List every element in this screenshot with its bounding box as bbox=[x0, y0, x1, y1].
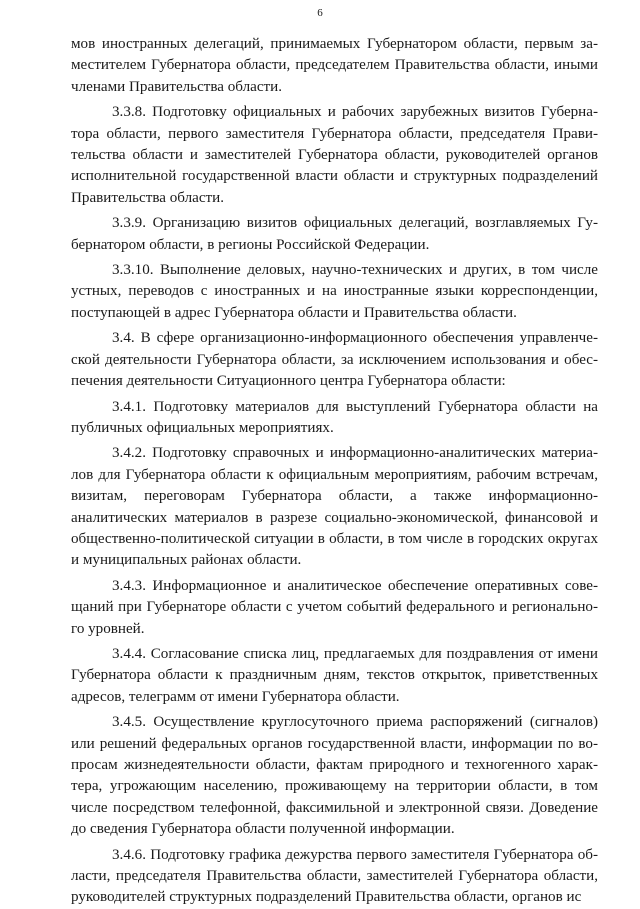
paragraph-3-3-8: 3.3.8. Подготовку официальных и рабочих зарубежных визитов Губернатора области, первого заместителя Губернатора области, председателя Правительства области и заместителей Губернатора области, руководителей органов исполнительной государственной власти области и структурных подразделений Правительства области. bbox=[71, 104, 598, 206]
paragraph-3-4-1: 3.4.1. Подготовку материалов для выступлений Губернатора области на публичных официальных мероприятиях. bbox=[71, 398, 598, 436]
document-body bbox=[71, 34, 598, 909]
paragraph-3-4-6: 3.4.6. Подготовку графика дежурства первого заместителя Губернатора области, председателя Правительства области, заместителей Губернатора области, руководителей структурных подразделений Правительства области, органов ис bbox=[71, 846, 598, 906]
paragraph-3-3-9: 3.3.9. Организацию визитов официальных делегаций, возглавляемых Губернатором области, в регионы Российской Федерации. bbox=[71, 215, 598, 253]
paragraph-3-4-2: 3.4.2. Подготовку справочных и информационно-аналитических материалов для Губернатора области к официальным мероприятиям, рабочим встречам, визитам, переговорам Губернатора области, а также информационно-аналитических материалов в разрезе социально-экономической, финансовой и общественно-политической ситуации в области, в том числе в городских округах и муниципальных районах области. bbox=[71, 445, 598, 569]
paragraph-3-4-5: 3.4.5. Осуществление круглосуточного приема распоряжений (сигналов) или решений федеральных органов государственной власти, информации по вопросам жизнедеятельности области, фактам природного и техногенного характера, угрожающим населению, проживающему на территории области, в том числе посредством телефонной, факсимильной и электронной связи. Доведение до сведения Губернатора области полученной информации. bbox=[71, 714, 598, 838]
paragraph-3-4-3: 3.4.3. Информационное и аналитическое обеспечение оперативных совещаний при Губернаторе области с учетом событий федерального и регионального уровней. bbox=[71, 577, 598, 637]
paragraph-continuation: мов иностранных делегаций, принимаемых Губернатором области, первым заместителем Губернатора области, председателем Правительства области, иными членами Правительства области. bbox=[71, 36, 598, 95]
paragraph-3-4: 3.4. В сфере организационно-информационного обеспечения управленческой деятельности Губернатора области, за исключением использования и обеспечения деятельности Ситуационного центра Губернатора области: bbox=[71, 330, 598, 390]
paragraph-3-4-4: 3.4.4. Согласование списка лиц, предлагаемых для поздравления от имени Губернатора области к праздничным дням, текстов открыток, приветственных адресов, телеграмм от имени Губернатора области. bbox=[71, 645, 598, 705]
paragraph-3-3-10: 3.3.10. Выполнение деловых, научно-технических и других, в том числе устных, переводов с иностранных и на иностранные языки корреспонденции, поступающей в адрес Губернатора области и Правительства области. bbox=[71, 262, 598, 321]
page-number: 6 bbox=[317, 7, 323, 19]
